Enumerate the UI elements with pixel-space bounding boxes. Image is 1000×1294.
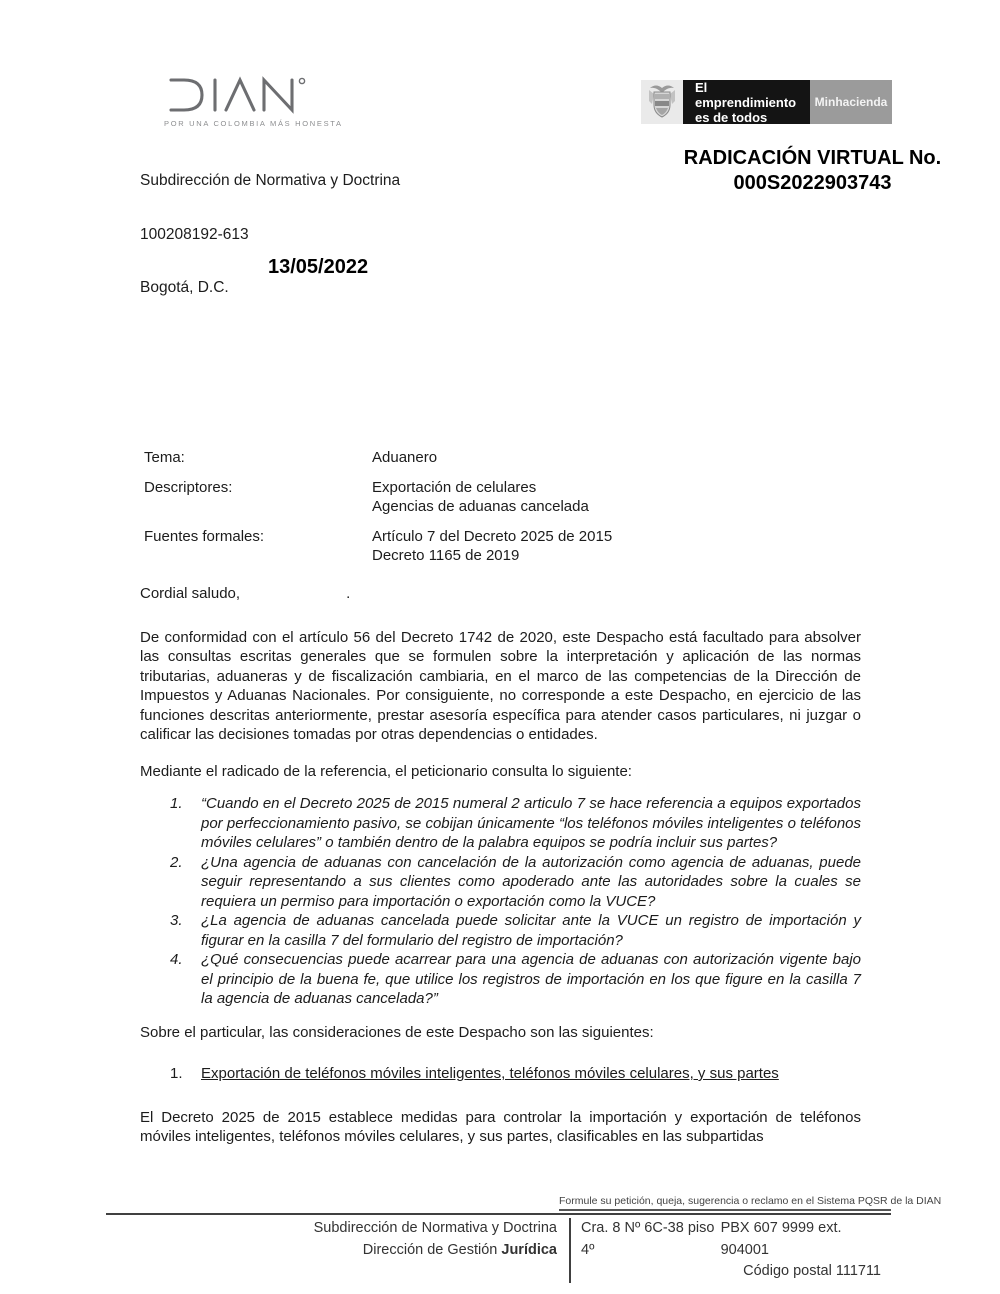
paragraph-competence: De conformidad con el artículo 56 del Decreto 1742 de 2020, este Despacho está facultado para absolver las consultas escritas generales que se formulen sobre la interpretación y aplicación de las normas tributarias, aduaneras y de fiscalización cambiaria, en el marco de las competencias de la Dirección de Impuestos y Aduanas Nacionales. Por consiguiente, no corresponde a este Despacho, en ejercicio de las funciones descritas anteriormente, prestar asesoría específica para atender casos particulares, ni juzgar o calificar las decisiones tomadas por otras dependencias o entidades. (140, 628, 861, 743)
footer-left-column (106, 1218, 569, 1283)
letter-body (140, 584, 861, 1147)
tema-label: Tema: (144, 449, 185, 466)
question-item (170, 794, 861, 853)
fuentes-label: Fuentes formales: (144, 527, 265, 545)
fuentes-line-1: Artículo 7 del Decreto 2025 de 2015 (372, 527, 613, 545)
section-number: 1. (170, 1065, 183, 1082)
fuentes-value (372, 527, 612, 566)
question-item (170, 950, 861, 1009)
meta-block (144, 448, 612, 576)
question-number: 4. (170, 951, 183, 968)
slogan-line-2: es de todos (695, 109, 768, 125)
footer-address: Cra. 8 Nº 6C-38 piso 4º (581, 1220, 715, 1258)
footer-direction-bold: Jurídica (501, 1241, 557, 1258)
footer-right-column (571, 1218, 891, 1283)
meta-row-tema (144, 448, 612, 468)
document-date: 13/05/2022 (268, 256, 369, 278)
footer-address-line (581, 1218, 881, 1261)
descriptores-value (372, 478, 589, 517)
reference-number: 100208192-613 (140, 226, 249, 243)
question-text: ¿Qué consecuencias puede acarrear para una agencia de aduanas con autorización vigente bajo el principio de la buena fe, que utilice los registros de importación en los que figure en la casilla 7 la agencia de aduanas cancelada?” (201, 951, 861, 1007)
question-item (170, 853, 861, 912)
section-title: Exportación de teléfonos móviles inteligentes, teléfonos móviles celulares, y sus partes (201, 1065, 779, 1082)
question-item (170, 911, 861, 950)
fuentes-line-2: Decreto 1165 de 2019 (372, 547, 520, 564)
pqsr-note: Formule su petición, queja, sugerencia o reclamo en el Sistema PQSR de la DIAN (559, 1195, 891, 1211)
meta-row-descriptores (144, 478, 612, 517)
paragraph-decree: El Decreto 2025 de 2015 establece medidas para controlar la importación y exportación de teléfonos móviles inteligentes, teléfonos móviles celulares, y sus partes, clasificables en las subpartidas (140, 1108, 861, 1145)
department-name: Subdirección de Normativa y Doctrina (140, 172, 401, 189)
footer-pbx: PBX 607 9999 ext. 904001 (720, 1220, 842, 1258)
government-slogan (683, 80, 810, 124)
page-footer (106, 1195, 942, 1283)
descriptores-line-2: Agencias de aduanas cancelada (372, 498, 589, 515)
footer-columns (106, 1218, 891, 1283)
footer-postal-code: Código postal 111711 (743, 1263, 881, 1279)
dian-wordmark-icon (164, 76, 324, 116)
document-city: Bogotá, D.C. (140, 279, 229, 296)
footer-subdirection: Subdirección de Normativa y Doctrina (313, 1220, 557, 1236)
salutation-text: Cordial saludo, (140, 585, 241, 602)
question-number: 3. (170, 912, 183, 929)
question-number: 2. (170, 853, 183, 871)
paragraph-considerations: Sobre el particular, las consideraciones de este Despacho son las siguientes: (140, 1023, 654, 1041)
salutation (140, 584, 861, 604)
meta-row-fuentes (144, 527, 612, 566)
section-heading (170, 1064, 861, 1084)
descriptores-line-1: Exportación de celulares (372, 478, 537, 496)
paragraph-intro-questions: Mediante el radicado de la referencia, el peticionario consulta lo siguiente: (140, 762, 632, 780)
descriptores-label: Descriptores: (144, 478, 233, 496)
question-text: ¿Una agencia de aduanas con cancelación de la autorización como agencia de aduanas, puede seguir representando a sus clientes como apoderado ante las autoridades sobre la cuales se requiera un permiso para importación o exportación como la VUCE? (201, 853, 861, 910)
dian-logo (164, 76, 343, 128)
radicacion-number: 000S2022903743 (733, 172, 892, 194)
footer-direction (106, 1240, 557, 1262)
tema-value: Aduanero (372, 449, 438, 466)
colombia-coat-of-arms-icon (641, 80, 683, 124)
radicacion-block (660, 146, 965, 196)
ministry-label: Minhacienda (810, 80, 892, 124)
slogan-line-1: El emprendimiento (695, 79, 797, 110)
government-banner (641, 80, 892, 124)
footer-direction-prefix: Dirección de Gestión (362, 1241, 502, 1258)
question-text: ¿La agencia de aduanas cancelada puede solicitar ante la VUCE un registro de importación y figurar en la casilla 7 del formulario del registro de importación? (201, 912, 861, 949)
question-number: 1. (170, 795, 183, 812)
salutation-period: . (346, 585, 351, 602)
question-text: “Cuando en el Decreto 2025 de 2015 numeral 2 articulo 7 se hace referencia a equipos exportados por perfeccionamiento pasivo, se cobijan únicamente “los teléfonos móviles inteligentes o teléfonos móviles celulares” o también dentro de la palabra equipos se podría incluir sus partes? (201, 795, 861, 851)
dian-tagline: POR UNA COLOMBIA MÁS HONESTA (164, 119, 343, 128)
questions-list (170, 794, 861, 1009)
footer-divider-line (106, 1213, 891, 1215)
radicacion-title: RADICACIÓN VIRTUAL No. (683, 147, 942, 169)
